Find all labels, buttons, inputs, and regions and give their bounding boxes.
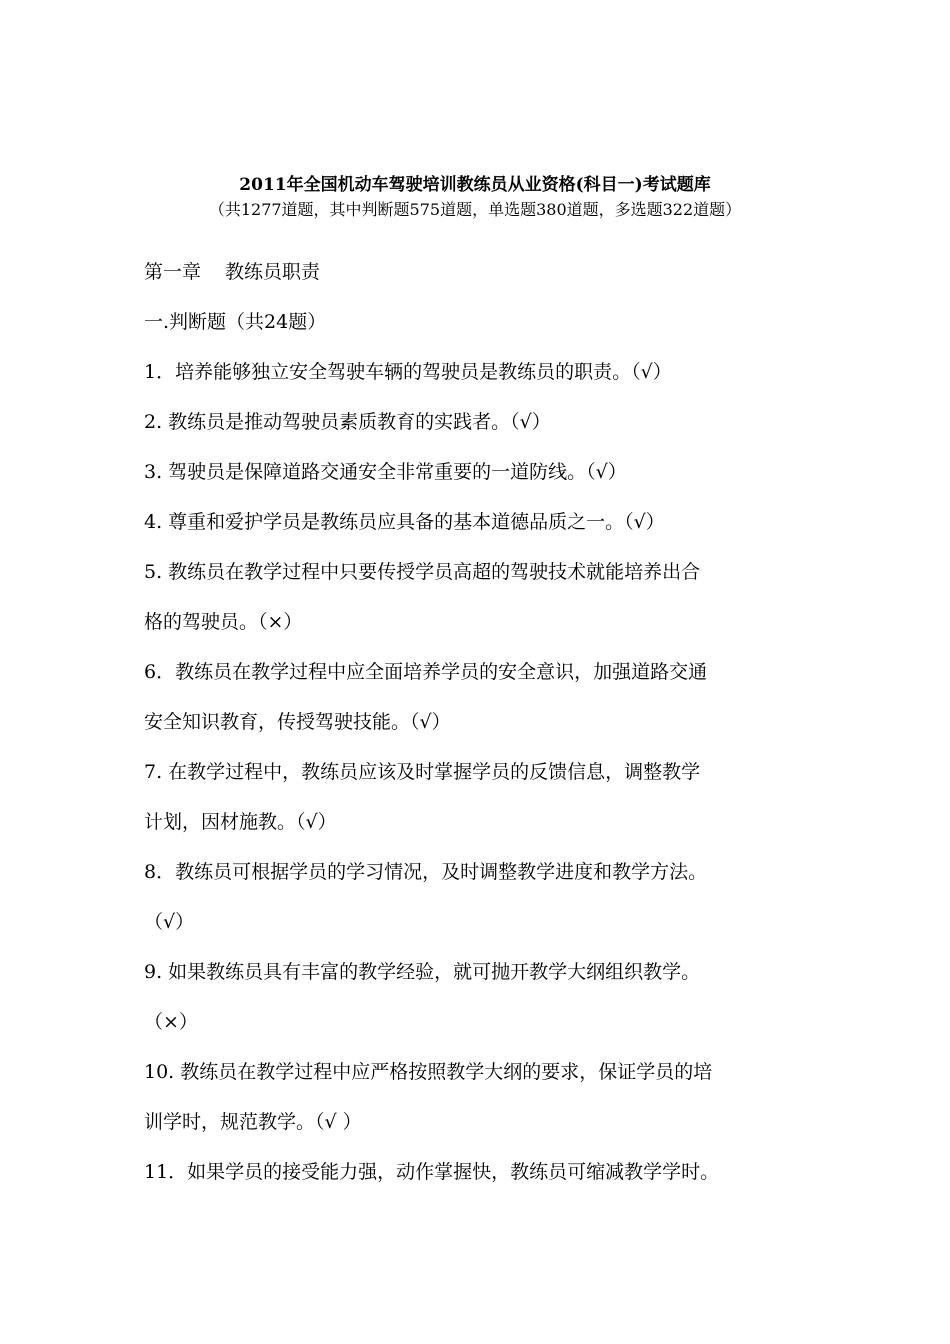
question-line: 计划，因材施教。（√）	[144, 811, 337, 833]
question-line: 2. 教练员是推动驾驶员素质教育的实践者。（√）	[144, 411, 551, 433]
document-title: 2011年全国机动车驾驶培训教练员从业资格(科目一)考试题库	[239, 175, 711, 195]
question-line: 5. 教练员在教学过程中只要传授学员高超的驾驶技术就能培养出合	[144, 561, 701, 583]
question-line: 4. 尊重和爱护学员是教练员应具备的基本道德品质之一。（√）	[144, 511, 665, 533]
question-line: 6．教练员在教学过程中应全面培养学员的安全意识，加强道路交通	[144, 661, 708, 683]
question-line: 格的驾驶员。（×）	[144, 611, 303, 633]
document-body	[144, 255, 834, 1205]
chapter-heading	[144, 255, 834, 305]
chapter-label: 第一章	[144, 261, 202, 283]
question-line: 10. 教练员在教学过程中应严格按照教学大纲的要求，保证学员的培	[144, 1061, 713, 1083]
question-line: 3. 驾驶员是保障道路交通安全非常重要的一道防线。（√）	[144, 461, 627, 483]
question-line: 7. 在教学过程中，教练员应该及时掌握学员的反馈信息，调整教学	[144, 761, 701, 783]
question-line: 11．如果学员的接受能力强，动作掌握快，教练员可缩减教学学时。	[144, 1161, 720, 1183]
question-line: 8．教练员可根据学员的学习情况，及时调整教学进度和教学方法。	[144, 861, 708, 883]
question-line: 1．培养能够独立安全驾驶车辆的驾驶员是教练员的职责。（√）	[144, 361, 672, 383]
chapter-name: 教练员职责	[225, 261, 321, 283]
document-subtitle: （共1277道题，其中判断题575道题，单选题380道题，多选题322道题）	[208, 200, 742, 219]
question-line: 9. 如果教练员具有丰富的教学经验，就可抛开教学大纲组织教学。	[144, 961, 701, 983]
section-heading: 一.判断题（共24题）	[144, 311, 327, 333]
question-line: 训学时，规范教学。（√ ）	[144, 1111, 362, 1133]
question-line: （×）	[144, 1011, 198, 1033]
question-line: 安全知识教育，传授驾驶技能。（√）	[144, 711, 451, 733]
question-line: （√）	[144, 911, 195, 933]
